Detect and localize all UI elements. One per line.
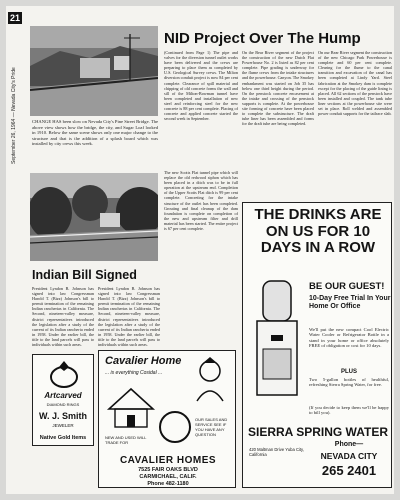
sierra-phone: 265 2401 (321, 463, 377, 478)
drinks-headline: THE DRINKS ARE ON US FOR 10 DAYS IN A ROW (254, 206, 382, 256)
indian-bill-text-2: President Lyndon B. Johnson has signed into law Congressman Harold T. (Bizz) Johnson's bill to permit termination of the remaining Indian rancherias in California. The Second, nineteen-valley measure, district representatives introduced the legislation after a study of the current of its Indian rancheria ended in 1958. Under the earlier bill, the title to the land parcels will pass to individuals within such areas. (98, 286, 160, 348)
bridge-photo-1910 (30, 26, 158, 116)
sierra-city: NEVADA CITY (320, 451, 378, 461)
native-gold-line: Native Gold Items (39, 435, 87, 441)
main-headline: NID Project Over The Hump (164, 30, 361, 47)
cavalier-title: CAVALIER HOMES (119, 455, 217, 466)
cavalier-address: 7525 FAIR OAKS BLVD (138, 467, 198, 473)
artcarved-label: DIAMOND RINGS (46, 402, 80, 407)
cavalier-note-2: OUR SALES AND SERVICE SEE IF YOU HAVE ANY QUESTION (195, 417, 228, 437)
cavalier-city: CARMICHAEL, CALIF. (139, 474, 197, 480)
water-cooler-icon (249, 279, 305, 399)
sidebar-date: September 26, 1964 — Nevada City's Pride (11, 67, 17, 164)
house-icon (105, 385, 157, 429)
bottles-offer: Two 5-gallon bottles of healthful, refreshing Sierra Spring Water, for free. (309, 377, 389, 388)
article-col-2: On the Bear River segment of the project the construction of the new Dutch Flat Powerhouse No. 2 is listed as 82 per cent complete. Pipe grading is underway for the flume crews from the intake structures and the powerhouse. Canyon. The Smokey embankment was started on Job 35 has below one third height during the period. On the penstock concrete encasement at the intake and crossing of the penstock supports is complete. At the powerhouse site forming of concrete have been placed to complete the substructure. The draft tube liner has been assembled and forms for the draft tube are being completed. (242, 50, 314, 127)
page-sidebar (6, 6, 26, 166)
sierra-spring-ad (242, 202, 392, 488)
page-number: 21 (9, 13, 20, 23)
cavalier-note-1: NEW AND USED WILL TRADE FOR (105, 435, 147, 445)
bill-note: (If you decide to keep them we'll be happy to bill you). (309, 405, 389, 416)
sierra-company-name: SIERRA SPRING WATER (247, 425, 388, 439)
newspaper-page (6, 6, 394, 494)
artcarved-brand: Artcarved (44, 391, 82, 400)
ring-icon (47, 359, 81, 389)
phone-label: Phone— (334, 441, 364, 448)
smith-store-name: W. J. Smith (38, 411, 87, 421)
cavalier-script-title: Cavalier Home (105, 355, 182, 367)
article-col-3: On our Bear River segment the construction of the new Chicago Park Powerhouse is complete and 60 per cent complete. Clearing for the flume to the canal transition and excavation of the canal has been completed at Lindy Yard. Steel fabrication at the Smokey dam is complete except for the placing of the guide lining is placed. All 62 sections of the penstock have been installed and coupled. The tank tube liner sections at the powerhouse site were set in place. Roll welded and assembled power conduit supports for the tailrace slab. (318, 50, 392, 117)
cavalier-tagline: ... is everything Cosidal ... (105, 370, 163, 376)
photo-caption: CHANGE HAS been slow on Nevada City's Pine Street Bridge. The above view shows how the bridge, the city, and Sugar Loaf looked in 1910. Below the same scene shows only one major change to the structure and that is the addition of a splash board which was installed by city crews this week. (32, 119, 158, 146)
cavalier-phone: Phone 482-1180 (147, 481, 189, 487)
indian-bill-headline: Indian Bill Signed (32, 268, 137, 282)
be-our-guest: BE OUR GUEST! (309, 281, 385, 292)
bridge-photo-now (30, 173, 158, 261)
cavalier-mascot-icon (187, 355, 233, 403)
artcarved-ad (32, 354, 94, 446)
article-col-1: (Continued from Page 1) The pipe and valves for the diversion tunnel outlet works have been delivered and the crews are preparing to place them as completed by U.S. Geological Survey crews. The Milton diversion conduit project is now 84 per cent complete. Clearance of spill material and chipping of old concrete forms the wall and sill of the Milton-Bowman tunnel have been completed and installation of new steel and reinforcing steel for the new concrete is 88 per cent complete. Placing of concrete and applied concrete started the second week in September. (164, 50, 238, 122)
plus-label: PLUS (340, 369, 357, 375)
smith-subline: JEWELER (52, 423, 74, 428)
seal-icon (159, 411, 191, 443)
cavalier-ad (98, 350, 236, 488)
indian-bill-text-1: President Lyndon B. Johnson has signed into law Congressman Harold T. (Bizz) Johnson's bill to permit termination of the remaining Indian rancherias in California. The Second, nineteen-valley measure, district representatives introduced the legislation after a study of the current of its Indian rancheria ended in 1958. Under the earlier bill, the title to the land parcels will pass to individuals within such areas. (32, 286, 94, 348)
free-trial-text: 10-Day Free Trial In Your Home Or Office (309, 295, 391, 310)
sierra-address: 420 Maltman Drive Yuba City, California (249, 447, 305, 457)
article-col-1b: The new Scotts Flat tunnel pipe which will replace the old redwood siphon which has been placed in a ditch was to be in full operation at the upstream end. Completion of the Upper Scotts Flat ditch is 99 per cent complete. Concreting for the intake structure of the outlet has been completed. Grouting and final cleanup of the dam foundation is complete on completion of the new and upstream filter and drill material has been started. The entire project is 67 per cent complete. (164, 170, 238, 232)
free-trial-body: We'll put the new compact Cool Electric Water Cooler or Refrigerator Bottle in a stand in your home or office absolutely FREE of obligation or cost for 10 days. (309, 327, 389, 348)
